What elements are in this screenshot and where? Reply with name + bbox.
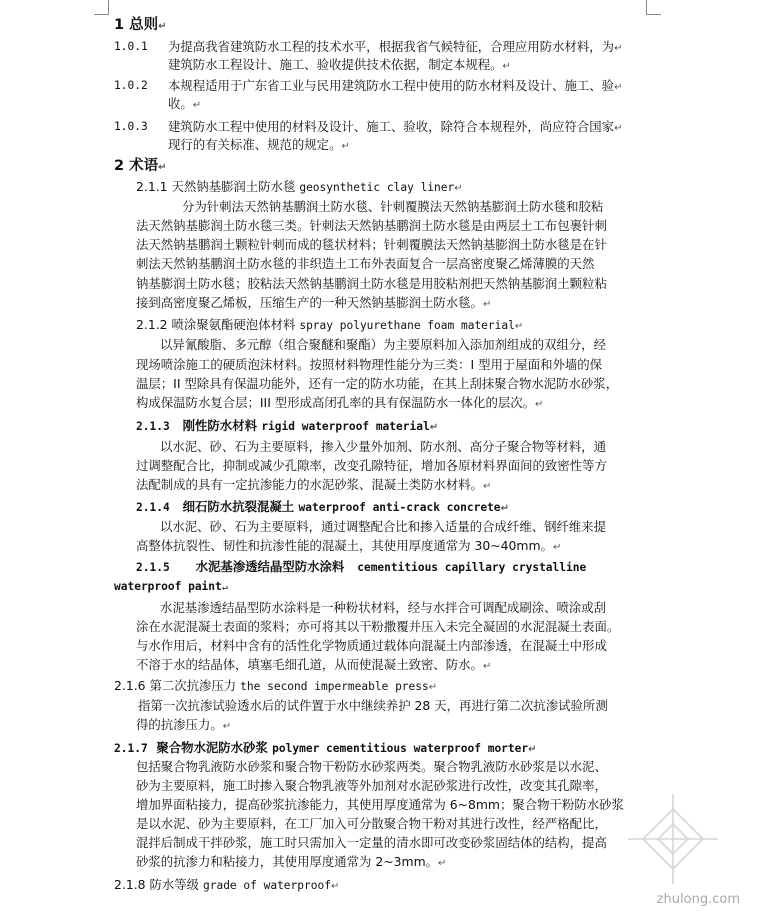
- body-line: 包括聚合物乳液防水砂浆和聚合物干粉防水砂浆两类。聚合物乳液防水砂浆是以水泥、: [136, 759, 607, 774]
- body-line: 接到高密度聚乙烯板，压缩生产的一种天然钠基膨润土防水毯。↵: [136, 295, 492, 310]
- body-line: 现场喷涂施工的硬质泡沫材料。按照材料物理性能分为三类：I 型用于屋面和外墙的保: [136, 357, 603, 372]
- watermark-text: zhulong.com: [656, 892, 740, 907]
- body-line: 高整体抗裂性、韧性和抗渗性能的混凝土，其使用厚度通常为 30~40mm。↵: [136, 538, 562, 553]
- body-line: 现行的有关标准、规范的规定。↵: [168, 137, 350, 152]
- body-line: 以水泥、砂、石为主要原料，通过调整配合比和掺入适量的合成纤维、钢纤维来提: [160, 519, 607, 534]
- body-line: 法天然钠基鹏润土颗粒针刺而成的毯状材料；针刺覆膜法天然钠基膨润土防水毯是在针: [136, 237, 607, 252]
- clause-number: 1.0.1: [114, 40, 148, 53]
- term-heading: 2.1.3 刚性防水材料 rigid waterproof material↵: [136, 418, 439, 433]
- body-line: 以异氰酸脂、多元醇（组合聚醚和聚酯）为主要原料加入添加剂组成的双组分，经: [160, 337, 607, 352]
- body-line: 与水作用后，材料中含有的活性化学物质通过载体向混凝土内部渗透，在混凝土中形成: [136, 638, 607, 653]
- body-line: 建筑防水工程中使用的材料及设计、施工、验收，除符合本规程外，尚应符合国家↵: [168, 119, 623, 134]
- term-heading: 2.1.4 细石防水抗裂混凝土 waterproof anti-crack concrete↵: [136, 499, 509, 514]
- body-line: 增加界面粘接力，提高砂浆抗渗能力，其使用厚度通常为 6~8mm；聚合物干粉防水砂浆: [136, 797, 624, 812]
- term-heading: 2.1.5 水泥基渗透结晶型防水涂料 cementitious capillary crystalline: [136, 559, 587, 574]
- section-heading: 1 总则↵: [114, 17, 167, 33]
- body-line: 收。↵: [168, 96, 202, 111]
- term-heading: 2.1.7 聚合物水泥防水砂浆 polymer cementitious waterproof morter↵: [114, 740, 537, 755]
- clause-number: 1.0.3: [114, 120, 148, 133]
- term-heading: 2.1.8 防水等级 grade of waterproof↵: [114, 877, 340, 892]
- body-line: 法配制成的具有一定抗渗能力的水泥砂浆、混凝土类防水材料。↵: [136, 477, 492, 492]
- body-line: 砂浆的抗渗力和粘接力，其使用厚度通常为 2~3mm。↵: [136, 854, 447, 869]
- body-line: 是以水泥、砂为主要原料，在工厂加入可分散聚合物干粉对其进行改性，经严格配比，: [136, 816, 607, 831]
- body-line: 为提高我省建筑防水工程的技术水平，根据我省气候特征，合理应用防水材料，为↵: [168, 39, 623, 54]
- term-heading-continued: waterproof paint↵: [114, 580, 228, 593]
- body-line: 涂在水泥混凝土表面的浆料；亦可将其以干粉撒覆并压入未完全凝固的水泥混凝土表面。: [136, 619, 620, 634]
- body-line: 钠基膨润土防水毯；胶粘法天然钠基鹏润土防水毯是用胶粘剂把天然钠基膨润土颗粒粘: [136, 276, 607, 291]
- body-line: 混拌后制成干拌砂浆，施工时只需加入一定量的清水即可改变砂浆固结体的结构，提高: [136, 835, 607, 850]
- body-line: 建筑防水工程设计、施工、验收提供技术依据，制定本规程。↵: [168, 57, 511, 72]
- body-line: 分为针刺法天然钠基鹏润土防水毯、针刺覆膜法天然钠基膨润土防水毯和胶粘: [182, 199, 604, 214]
- term-heading: 2.1.6 第二次抗渗压力 the second impermeable press↵: [114, 678, 438, 693]
- clause-number: 1.0.2: [114, 79, 148, 92]
- body-line: 过调整配合比，抑制或减少孔隙率，改变孔隙特征，增加各原材料界面间的致密性等方: [136, 458, 607, 473]
- body-line: 砂为主要原料，施工时掺入聚合物乳液等外加剂对水泥砂浆进行改性，改变其孔隙率，: [136, 778, 607, 793]
- body-line: 本规程适用于广东省工业与民用建筑防水工程中使用的防水材料及设计、施工、验↵: [168, 78, 623, 93]
- body-line: 刺法天然钠基鹏润土防水毯的非织造土工布外表面复合一层高密度聚乙烯薄膜的天然: [136, 256, 595, 271]
- body-line: 构成保温防水复合层；III 型形成高闭孔率的具有保温防水一体化的层次。↵: [136, 395, 544, 410]
- section-heading: 2 术语↵: [114, 158, 167, 174]
- body-line: 以水泥、砂、石为主要原料，掺入少量外加剂、防水剂、高分子聚合物等材料，通: [160, 439, 607, 454]
- body-line: 指第一次抗渗试验透水后的试件置于水中继续养护 28 天，再进行第二次抗渗试验所测: [138, 698, 608, 713]
- body-line: 不溶于水的结晶体，填塞毛细孔道，从而使混凝土致密、防水。↵: [136, 657, 492, 672]
- body-line: 水泥基渗透结晶型防水涂料是一种粉状材料，经与水拌合可调配成刷涂、喷涂或刮: [160, 600, 607, 615]
- watermark-logo-icon: [598, 789, 748, 909]
- body-line: 得的抗渗压力。↵: [136, 717, 232, 732]
- term-heading: 2.1.2 喷涂聚氨酯硬泡体材料 spray polyurethane foam material↵: [136, 317, 524, 332]
- body-line: 法天然钠基膨润土防水毯三类。针刺法天然钠基鹏润土防水毯是由两层土工布包裹针刺: [136, 218, 607, 233]
- term-heading: 2.1.1 天然钠基膨润土防水毯 geosynthetic clay liner↵: [136, 179, 463, 194]
- body-line: 温层；II 型除具有保温功能外，还有一定的防水功能，在其上刮抹聚合物水泥防水砂浆，: [136, 376, 619, 391]
